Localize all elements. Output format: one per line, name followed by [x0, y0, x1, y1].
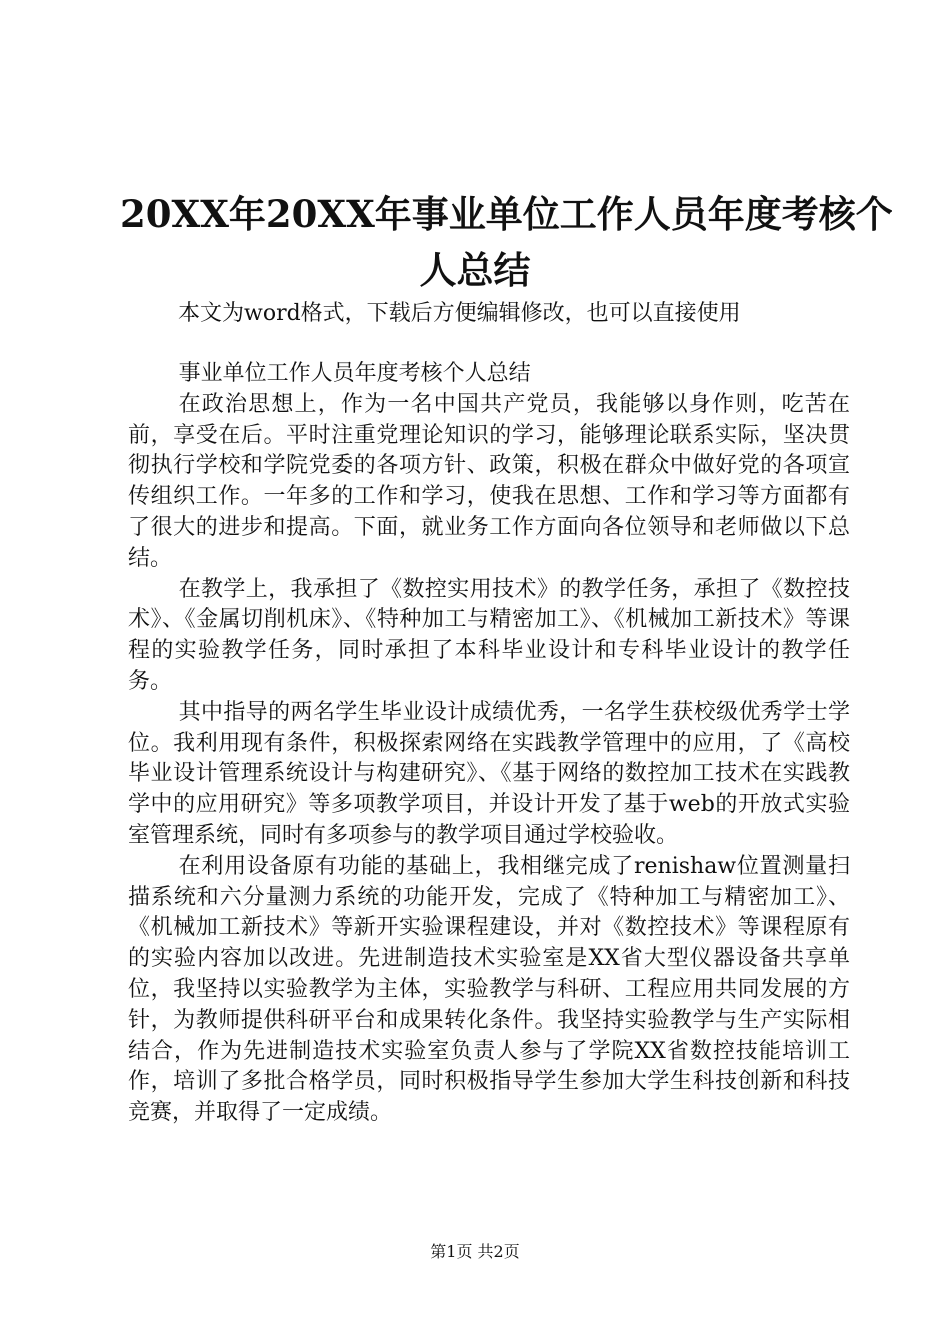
document-title-line-1: 20XX年20XX年事业单位工作人员年度考核个 [120, 192, 893, 236]
document-body [128, 359, 850, 1129]
paragraph-lab-development: 在利用设备原有功能的基础上，我相继完成了renishaw位置测量扫描系统和六分量测力系统的功能开发，完成了《特种加工与精密加工》、《机械加工新技术》等新开实验课程建设，并对《数控技术》等课程原有的实验内容加以改进。先进制造技术实验室是XX省大型仪器设备共享单位，我坚持以实验教学为主体，实验教学与科研、工程应用共同发展的方针，为教师提供科研平台和成果转化条件。我坚持实验教学与生产实际相结合，作为先进制造技术实验室负责人参与了学院XX省数控技能培训工作，培训了多批合格学员，同时积极指导学生参加大学生科技创新和科技竞赛，并取得了一定成绩。 [128, 853, 850, 1126]
document-title-line-2: 人总结 [419, 248, 531, 292]
paragraph-graduation-guidance: 其中指导的两名学生毕业设计成绩优秀，一名学生获校级优秀学士学位。我利用现有条件，积极探索网络在实践教学管理中的应用，了《高校毕业设计管理系统设计与构建研究》、《基于网络的数控加工技术在实践教学中的应用研究》等多项教学项目，并设计开发了基于web的开放式实验室管理系统，同时有多项参与的教学项目通过学校验收。 [128, 699, 850, 848]
format-notice: 本文为word格式，下载后方便编辑修改，也可以直接使用 [178, 301, 741, 326]
document-subtitle: 事业单位工作人员年度考核个人总结 [178, 361, 531, 386]
paragraph-political-thought: 在政治思想上，作为一名中国共产党员，我能够以身作则，吃苦在前，享受在后。平时注重党理论知识的学习，能够理论联系实际，坚决贯彻执行学校和学院党委的各项方针、政策，积极在群众中做好党的各项宣传组织工作。一年多的工作和学习，使我在思想、工作和学习等方面都有了很大的进步和提高。下面，就业务工作方面向各位领导和老师做以下总结。 [128, 391, 850, 571]
page-number-footer: 第1页 共2页 [430, 1242, 520, 1261]
paragraph-teaching: 在教学上，我承担了《数控实用技术》的教学任务，承担了《数控技术》、《金属切削机床》、《特种加工与精密加工》、《机械加工新技术》等课程的实验教学任务，同时承担了本科毕业设计和专科毕业设计的教学任务。 [128, 576, 850, 694]
